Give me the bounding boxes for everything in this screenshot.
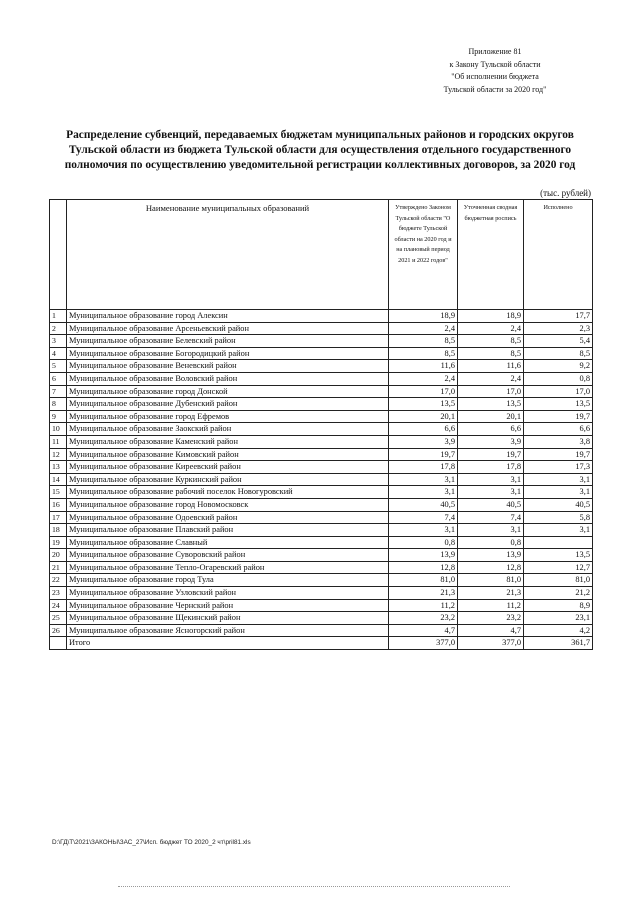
appendix-line-1: Приложение 81 bbox=[468, 47, 522, 56]
table-row bbox=[50, 310, 593, 323]
row-refined: 6,6 bbox=[458, 423, 524, 436]
row-approved: 17,0 bbox=[389, 385, 458, 398]
row-approved: 40,5 bbox=[389, 498, 458, 511]
header-refined: Уточненная сводная бюджетная роспись bbox=[458, 200, 524, 310]
row-refined: 81,0 bbox=[458, 574, 524, 587]
row-executed: 5,4 bbox=[524, 335, 593, 348]
row-name: Муниципальное образование Арсеньевский район bbox=[67, 322, 389, 335]
row-refined: 11,6 bbox=[458, 360, 524, 373]
row-refined: 3,1 bbox=[458, 486, 524, 499]
row-executed: 2,3 bbox=[524, 322, 593, 335]
row-number: 7 bbox=[50, 385, 67, 398]
row-executed: 17,0 bbox=[524, 385, 593, 398]
row-refined: 0,8 bbox=[458, 536, 524, 549]
row-name: Муниципальное образование Ясногорский район bbox=[67, 624, 389, 637]
row-number: 11 bbox=[50, 435, 67, 448]
row-approved: 19,7 bbox=[389, 448, 458, 461]
row-executed: 8,9 bbox=[524, 599, 593, 612]
row-approved: 20,1 bbox=[389, 410, 458, 423]
row-name: Муниципальное образование город Донской bbox=[67, 385, 389, 398]
row-refined: 23,2 bbox=[458, 612, 524, 625]
row-number: 16 bbox=[50, 498, 67, 511]
row-approved: 13,5 bbox=[389, 398, 458, 411]
row-refined: 13,9 bbox=[458, 549, 524, 562]
bottom-divider bbox=[118, 886, 510, 887]
table-row bbox=[50, 335, 593, 348]
row-approved: 81,0 bbox=[389, 574, 458, 587]
row-number: 15 bbox=[50, 486, 67, 499]
row-name: Муниципальное образование Суворовский район bbox=[67, 549, 389, 562]
row-refined: 3,1 bbox=[458, 524, 524, 537]
row-refined: 4,7 bbox=[458, 624, 524, 637]
row-executed: 19,7 bbox=[524, 448, 593, 461]
row-refined: 8,5 bbox=[458, 347, 524, 360]
row-approved: 0,8 bbox=[389, 536, 458, 549]
subsidies-table bbox=[49, 199, 593, 650]
row-refined: 3,9 bbox=[458, 435, 524, 448]
row-name: Муниципальное образование Тепло-Огаревский район bbox=[67, 561, 389, 574]
row-number: 4 bbox=[50, 347, 67, 360]
table-row bbox=[50, 385, 593, 398]
row-refined: 17,0 bbox=[458, 385, 524, 398]
row-number: 8 bbox=[50, 398, 67, 411]
row-number: 14 bbox=[50, 473, 67, 486]
row-executed: 4,2 bbox=[524, 624, 593, 637]
row-name: Муниципальное образование Белевский район bbox=[67, 335, 389, 348]
row-number bbox=[50, 637, 67, 650]
row-name: Муниципальное образование Каменский район bbox=[67, 435, 389, 448]
table-row bbox=[50, 599, 593, 612]
table-row bbox=[50, 322, 593, 335]
row-approved: 7,4 bbox=[389, 511, 458, 524]
file-path: D:\ГД\Т\2021\ЗАКОНЫ\ЗАС_27\Исп. бюджет ТО 2020_2 чт\pril81.xls bbox=[52, 839, 251, 846]
row-executed: 13,5 bbox=[524, 549, 593, 562]
row-number: 3 bbox=[50, 335, 67, 348]
row-executed: 361,7 bbox=[524, 637, 593, 650]
row-executed: 17,7 bbox=[524, 310, 593, 323]
row-name: Муниципальное образование город Новомосковск bbox=[67, 498, 389, 511]
row-name: Муниципальное образование Дубенский район bbox=[67, 398, 389, 411]
row-approved: 3,1 bbox=[389, 486, 458, 499]
row-executed: 12,7 bbox=[524, 561, 593, 574]
header-number bbox=[50, 200, 67, 310]
row-name: Муниципальное образование Киреевский район bbox=[67, 461, 389, 474]
row-name: Муниципальное образование город Тула bbox=[67, 574, 389, 587]
appendix-note bbox=[395, 46, 595, 96]
row-approved: 2,4 bbox=[389, 322, 458, 335]
row-executed bbox=[524, 536, 593, 549]
row-approved: 377,0 bbox=[389, 637, 458, 650]
row-refined: 20,1 bbox=[458, 410, 524, 423]
table-row bbox=[50, 473, 593, 486]
row-refined: 17,8 bbox=[458, 461, 524, 474]
row-executed: 0,8 bbox=[524, 372, 593, 385]
row-number: 9 bbox=[50, 410, 67, 423]
row-name: Муниципальное образование Плавский район bbox=[67, 524, 389, 537]
appendix-line-2: к Закону Тульской области bbox=[449, 59, 541, 69]
table-row bbox=[50, 549, 593, 562]
row-number: 22 bbox=[50, 574, 67, 587]
row-approved: 23,2 bbox=[389, 612, 458, 625]
row-refined: 2,4 bbox=[458, 322, 524, 335]
table-row bbox=[50, 347, 593, 360]
appendix-line-3: "Об исполнении бюджета bbox=[451, 72, 539, 81]
row-executed: 6,6 bbox=[524, 423, 593, 436]
row-approved: 8,5 bbox=[389, 335, 458, 348]
row-executed: 8,5 bbox=[524, 347, 593, 360]
row-name: Муниципальное образование Богородицкий район bbox=[67, 347, 389, 360]
row-executed: 21,2 bbox=[524, 587, 593, 600]
row-number: 5 bbox=[50, 360, 67, 373]
table-row bbox=[50, 612, 593, 625]
row-number: 26 bbox=[50, 624, 67, 637]
header-approved: Утверждено Законом Тульской области "О бюджете Тульской области на 2020 год и на плановый период 2021 и 2022 годов" bbox=[389, 200, 458, 310]
table-total-row bbox=[50, 637, 593, 650]
row-executed: 3,8 bbox=[524, 435, 593, 448]
row-number: 21 bbox=[50, 561, 67, 574]
row-name: Муниципальное образование Веневский район bbox=[67, 360, 389, 373]
table-row bbox=[50, 398, 593, 411]
row-refined: 18,9 bbox=[458, 310, 524, 323]
table-row bbox=[50, 423, 593, 436]
row-number: 18 bbox=[50, 524, 67, 537]
row-refined: 2,4 bbox=[458, 372, 524, 385]
row-number: 19 bbox=[50, 536, 67, 549]
row-approved: 11,2 bbox=[389, 599, 458, 612]
header-executed: Исполнено bbox=[524, 200, 593, 310]
row-refined: 19,7 bbox=[458, 448, 524, 461]
row-executed: 19,7 bbox=[524, 410, 593, 423]
row-number: 12 bbox=[50, 448, 67, 461]
row-name: Муниципальное образование Кимовский район bbox=[67, 448, 389, 461]
units-label: (тыс. рублей) bbox=[540, 188, 591, 198]
row-name: Муниципальное образование Одоевский район bbox=[67, 511, 389, 524]
row-refined: 40,5 bbox=[458, 498, 524, 511]
row-number: 6 bbox=[50, 372, 67, 385]
table-row bbox=[50, 410, 593, 423]
row-approved: 18,9 bbox=[389, 310, 458, 323]
row-name: Итого bbox=[67, 637, 389, 650]
row-executed: 17,3 bbox=[524, 461, 593, 474]
row-approved: 11,6 bbox=[389, 360, 458, 373]
row-approved: 21,3 bbox=[389, 587, 458, 600]
row-approved: 2,4 bbox=[389, 372, 458, 385]
row-name: Муниципальное образование город Алексин bbox=[67, 310, 389, 323]
document-title: Распределение субвенций, передаваемых бюджетам муниципальных районов и городских округов Тульской области из бюджета Тульской области для осуществления отдельного государственного полномочия по осуществлению уведомительной регистрации коллективных договоров, за 2020 год bbox=[64, 129, 576, 171]
row-name: Муниципальное образование Узловский район bbox=[67, 587, 389, 600]
table-row bbox=[50, 435, 593, 448]
row-number: 2 bbox=[50, 322, 67, 335]
table-row bbox=[50, 498, 593, 511]
table-row bbox=[50, 524, 593, 537]
row-name: Муниципальное образование Славный bbox=[67, 536, 389, 549]
row-refined: 13,5 bbox=[458, 398, 524, 411]
row-executed: 3,1 bbox=[524, 524, 593, 537]
table-body bbox=[50, 310, 593, 650]
row-name: Муниципальное образование Воловский район bbox=[67, 372, 389, 385]
row-name: Муниципальное образование Чернский район bbox=[67, 599, 389, 612]
table-row bbox=[50, 624, 593, 637]
row-name: Муниципальное образование город Ефремов bbox=[67, 410, 389, 423]
row-approved: 4,7 bbox=[389, 624, 458, 637]
row-number: 1 bbox=[50, 310, 67, 323]
row-executed: 23,1 bbox=[524, 612, 593, 625]
row-executed: 13,5 bbox=[524, 398, 593, 411]
row-approved: 8,5 bbox=[389, 347, 458, 360]
row-approved: 6,6 bbox=[389, 423, 458, 436]
row-number: 10 bbox=[50, 423, 67, 436]
row-executed: 81,0 bbox=[524, 574, 593, 587]
row-executed: 9,2 bbox=[524, 360, 593, 373]
row-executed: 3,1 bbox=[524, 473, 593, 486]
table-header-row bbox=[50, 200, 593, 310]
table-row bbox=[50, 360, 593, 373]
row-number: 20 bbox=[50, 549, 67, 562]
table-row bbox=[50, 536, 593, 549]
table-row bbox=[50, 486, 593, 499]
table-row bbox=[50, 574, 593, 587]
row-refined: 8,5 bbox=[458, 335, 524, 348]
row-executed: 40,5 bbox=[524, 498, 593, 511]
table-row bbox=[50, 587, 593, 600]
row-approved: 3,1 bbox=[389, 524, 458, 537]
row-executed: 3,1 bbox=[524, 486, 593, 499]
row-approved: 17,8 bbox=[389, 461, 458, 474]
row-number: 23 bbox=[50, 587, 67, 600]
row-refined: 377,0 bbox=[458, 637, 524, 650]
row-name: Муниципальное образование рабочий поселок Новогуровский bbox=[67, 486, 389, 499]
appendix-line-4: Тульской области за 2020 год" bbox=[443, 84, 547, 94]
row-approved: 13,9 bbox=[389, 549, 458, 562]
row-refined: 3,1 bbox=[458, 473, 524, 486]
row-approved: 3,9 bbox=[389, 435, 458, 448]
table-row bbox=[50, 448, 593, 461]
row-name: Муниципальное образование Щекинский район bbox=[67, 612, 389, 625]
row-refined: 12,8 bbox=[458, 561, 524, 574]
table-row bbox=[50, 561, 593, 574]
row-approved: 3,1 bbox=[389, 473, 458, 486]
row-number: 25 bbox=[50, 612, 67, 625]
row-refined: 21,3 bbox=[458, 587, 524, 600]
header-name: Наименование муниципальных образований bbox=[67, 200, 389, 310]
table-row bbox=[50, 461, 593, 474]
table-row bbox=[50, 511, 593, 524]
row-refined: 11,2 bbox=[458, 599, 524, 612]
table-row bbox=[50, 372, 593, 385]
row-number: 24 bbox=[50, 599, 67, 612]
row-executed: 5,8 bbox=[524, 511, 593, 524]
row-approved: 12,8 bbox=[389, 561, 458, 574]
row-refined: 7,4 bbox=[458, 511, 524, 524]
row-name: Муниципальное образование Заокский район bbox=[67, 423, 389, 436]
row-number: 13 bbox=[50, 461, 67, 474]
row-name: Муниципальное образование Куркинский район bbox=[67, 473, 389, 486]
row-number: 17 bbox=[50, 511, 67, 524]
